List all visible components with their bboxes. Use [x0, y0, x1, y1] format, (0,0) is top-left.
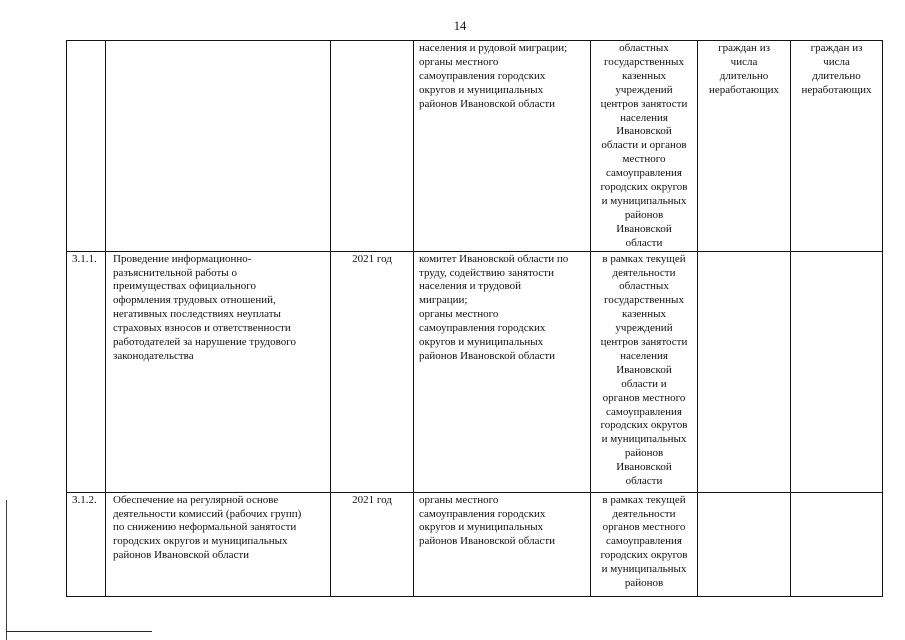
number-cell — [67, 41, 106, 252]
measures-table — [66, 40, 883, 597]
description-cell: Обеспечение на регулярной основе деятельности комиссий (рабочих групп) по снижению неформальной занятости городских округов и муниципальных районов Ивановской области — [106, 492, 331, 596]
period-cell — [331, 41, 414, 252]
responsible-cell: населения и рудовой миграции; органы местного самоуправления городских округов и муниципальных районов Ивановской области — [414, 41, 591, 252]
table-row — [67, 251, 883, 492]
indicator-cell-2 — [791, 251, 883, 492]
responsible-cell: органы местного самоуправления городских округов и муниципальных районов Ивановской области — [414, 492, 591, 596]
page-number: 14 — [453, 19, 467, 33]
indicator-cell-1 — [698, 492, 791, 596]
table-row — [67, 41, 883, 252]
period-cell: 2021 год — [331, 251, 414, 492]
period-cell: 2021 год — [331, 492, 414, 596]
responsible-cell: комитет Ивановской области по труду, содействию занятости населения и трудовой миграции; органы местного самоуправления городских округов и муниципальных районов Ивановской области — [414, 251, 591, 492]
source-cell: в рамках текущей деятельности органов местного самоуправления городских округов и муниципальных районов — [591, 492, 698, 596]
scan-edge-line-horizontal — [6, 631, 152, 632]
description-cell: Проведение информационно- разъяснительной работы о преимуществах официального оформления трудовых отношений, негативных последствиях неуплаты страховых взносов и ответственности работодателей за нарушение трудового законодательства — [106, 251, 331, 492]
indicator-cell-1 — [698, 251, 791, 492]
source-cell: в рамках текущей деятельности областных государственных казенных учреждений центров занятости населения Ивановской области и органов местного самоуправления городских округов и муниципальных районов Ивановской области — [591, 251, 698, 492]
number-cell: 3.1.1. — [67, 251, 106, 492]
number-cell: 3.1.2. — [67, 492, 106, 596]
table-row — [67, 492, 883, 596]
description-cell — [106, 41, 331, 252]
indicator-cell-1: граждан из числа длительно неработающих — [698, 41, 791, 252]
indicator-cell-2 — [791, 492, 883, 596]
scan-edge-line-vertical — [6, 500, 7, 640]
indicator-cell-2: граждан из числа длительно неработающих — [791, 41, 883, 252]
source-cell: областных государственных казенных учреждений центров занятости населения Ивановской области и органов местного самоуправления городских округов и муниципальных районов Ивановской области — [591, 41, 698, 252]
